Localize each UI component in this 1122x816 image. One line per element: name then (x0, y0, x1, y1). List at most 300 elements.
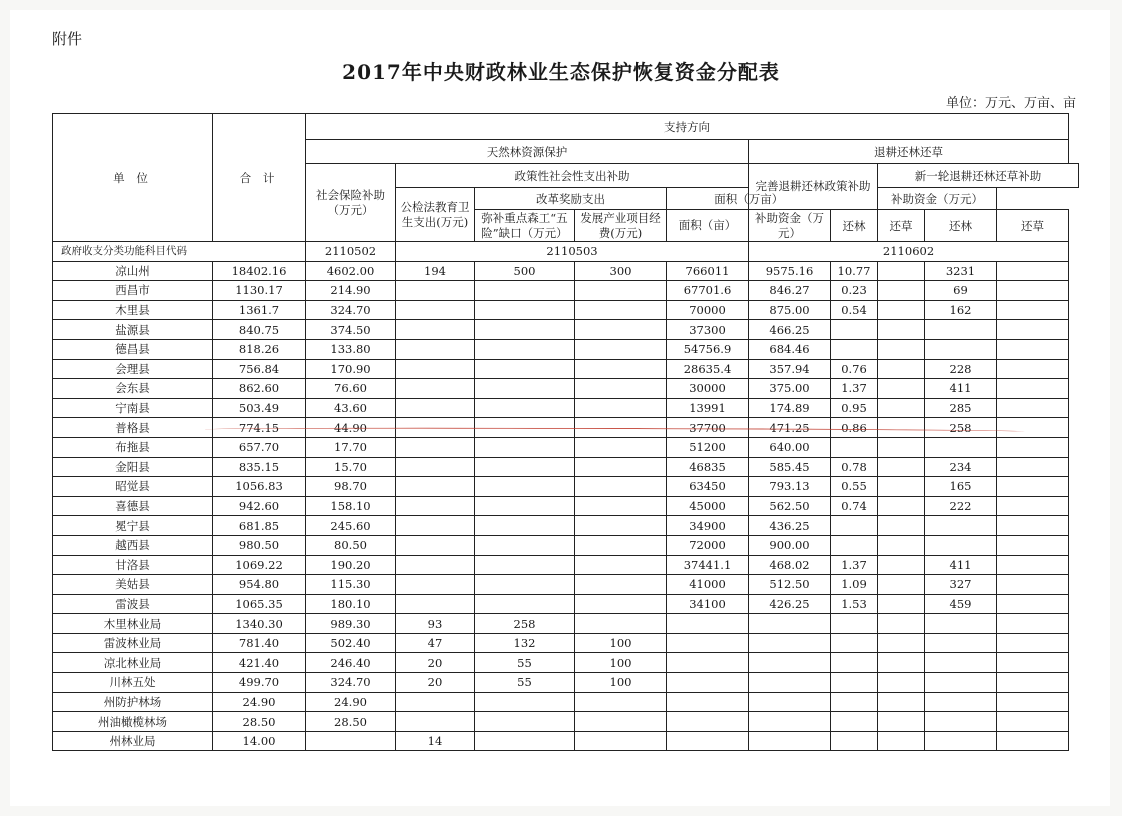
unit-name-cell: 雷波县 (53, 594, 213, 614)
industry-dev-cell (575, 516, 667, 536)
new-area-huancao-cell (878, 281, 925, 301)
social-insurance-cell: 76.60 (306, 379, 396, 399)
edu-health-cell (396, 477, 475, 497)
new-funds-huancao-cell (997, 555, 1069, 575)
social-insurance-cell: 502.40 (306, 633, 396, 653)
social-insurance-cell: 170.90 (306, 359, 396, 379)
table-row (53, 437, 1079, 457)
area-mu-cell: 13991 (667, 398, 749, 418)
subsidy-wan-cell (749, 633, 831, 653)
table-row (53, 496, 1079, 516)
header-natural-forest: 天然林资源保护 (306, 140, 749, 164)
unit-name-cell: 州油橄榄林场 (53, 712, 213, 732)
new-funds-huanlin-cell: 285 (925, 398, 997, 418)
new-funds-huancao-cell (997, 477, 1069, 497)
table-row (53, 516, 1079, 536)
total-cell: 1069.22 (213, 555, 306, 575)
subsidy-wan-cell: 512.50 (749, 575, 831, 595)
unit-name-cell: 凉山州 (53, 261, 213, 281)
insurance-gap-cell (475, 594, 575, 614)
code-3: 2110602 (749, 242, 1069, 262)
new-area-huanlin-cell: 1.53 (831, 594, 878, 614)
edu-health-cell (396, 281, 475, 301)
unit-name-cell: 宁南县 (53, 398, 213, 418)
subsidy-wan-cell: 426.25 (749, 594, 831, 614)
header-funds-huanlin: 还林 (925, 210, 997, 242)
new-funds-huanlin-cell: 411 (925, 379, 997, 399)
new-funds-huancao-cell (997, 300, 1069, 320)
industry-dev-cell (575, 437, 667, 457)
new-area-huanlin-cell (831, 437, 878, 457)
insurance-gap-cell (475, 575, 575, 595)
new-funds-huancao-cell (997, 359, 1069, 379)
unit-name-cell: 昭觉县 (53, 477, 213, 497)
table-row (53, 339, 1079, 359)
subsidy-wan-cell: 684.46 (749, 339, 831, 359)
header-area-huancao: 还草 (878, 210, 925, 242)
new-area-huanlin-cell: 0.23 (831, 281, 878, 301)
area-mu-cell: 41000 (667, 575, 749, 595)
new-area-huanlin-cell: 0.74 (831, 496, 878, 516)
new-funds-huanlin-cell: 165 (925, 477, 997, 497)
insurance-gap-cell (475, 398, 575, 418)
edu-health-cell (396, 575, 475, 595)
unit-name-cell: 甘洛县 (53, 555, 213, 575)
new-area-huancao-cell (878, 594, 925, 614)
new-area-huancao-cell (878, 359, 925, 379)
new-funds-huancao-cell (997, 673, 1069, 693)
total-cell: 818.26 (213, 339, 306, 359)
unit-name-cell: 美姑县 (53, 575, 213, 595)
insurance-gap-cell (475, 379, 575, 399)
new-area-huancao-cell (878, 457, 925, 477)
subsidy-wan-cell: 640.00 (749, 437, 831, 457)
edu-health-cell: 194 (396, 261, 475, 281)
unit-name-cell: 喜德县 (53, 496, 213, 516)
code-1: 2110502 (306, 242, 396, 262)
new-area-huancao-cell (878, 692, 925, 712)
social-insurance-cell: 17.70 (306, 437, 396, 457)
new-funds-huancao-cell (997, 516, 1069, 536)
industry-dev-cell (575, 281, 667, 301)
industry-dev-cell (575, 594, 667, 614)
subsidy-wan-cell: 468.02 (749, 555, 831, 575)
unit-name-cell: 德昌县 (53, 339, 213, 359)
area-mu-cell (667, 614, 749, 634)
edu-health-cell: 47 (396, 633, 475, 653)
edu-health-cell: 93 (396, 614, 475, 634)
new-area-huanlin-cell (831, 516, 878, 536)
unit-name-cell: 越西县 (53, 535, 213, 555)
new-funds-huancao-cell (997, 261, 1069, 281)
new-area-huancao-cell (878, 261, 925, 281)
area-mu-cell (667, 731, 749, 751)
new-funds-huancao-cell (997, 496, 1069, 516)
new-funds-huanlin-cell (925, 339, 997, 359)
new-funds-huanlin-cell (925, 653, 997, 673)
edu-health-cell (396, 339, 475, 359)
total-cell: 954.80 (213, 575, 306, 595)
insurance-gap-cell (475, 477, 575, 497)
subsidy-wan-cell: 846.27 (749, 281, 831, 301)
unit-name-cell: 会东县 (53, 379, 213, 399)
new-area-huanlin-cell (831, 731, 878, 751)
area-mu-cell (667, 673, 749, 693)
new-funds-huancao-cell (997, 633, 1069, 653)
new-funds-huanlin-cell: 3231 (925, 261, 997, 281)
social-insurance-cell: 24.90 (306, 692, 396, 712)
new-funds-huancao-cell (997, 575, 1069, 595)
unit-name-cell: 雷波林业局 (53, 633, 213, 653)
new-area-huancao-cell (878, 398, 925, 418)
subsidy-wan-cell: 174.89 (749, 398, 831, 418)
new-area-huancao-cell (878, 633, 925, 653)
area-mu-cell: 45000 (667, 496, 749, 516)
subsidy-wan-cell (749, 653, 831, 673)
insurance-gap-cell: 55 (475, 673, 575, 693)
new-funds-huanlin-cell (925, 516, 997, 536)
subsidy-wan-cell: 375.00 (749, 379, 831, 399)
insurance-gap-cell (475, 516, 575, 536)
total-cell: 1361.7 (213, 300, 306, 320)
social-insurance-cell: 214.90 (306, 281, 396, 301)
total-cell: 24.90 (213, 692, 306, 712)
new-funds-huancao-cell (997, 379, 1069, 399)
new-funds-huanlin-cell: 222 (925, 496, 997, 516)
insurance-gap-cell (475, 281, 575, 301)
subsidy-wan-cell: 793.13 (749, 477, 831, 497)
social-insurance-cell: 115.30 (306, 575, 396, 595)
new-area-huanlin-cell (831, 712, 878, 732)
area-mu-cell: 54756.9 (667, 339, 749, 359)
header-insurance-gap: 弥补重点森工“五险”缺口（万元） (475, 210, 575, 242)
subsidy-wan-cell (749, 614, 831, 634)
social-insurance-cell: 245.60 (306, 516, 396, 536)
industry-dev-cell (575, 477, 667, 497)
social-insurance-cell: 180.10 (306, 594, 396, 614)
new-area-huancao-cell (878, 300, 925, 320)
table-row (53, 555, 1079, 575)
social-insurance-cell: 133.80 (306, 339, 396, 359)
new-area-huancao-cell (878, 320, 925, 340)
new-funds-huancao-cell (997, 692, 1069, 712)
table-row (53, 731, 1079, 751)
code-row-label: 政府收支分类功能科目代码 (53, 242, 306, 262)
total-cell: 840.75 (213, 320, 306, 340)
new-area-huanlin-cell: 1.09 (831, 575, 878, 595)
industry-dev-cell: 100 (575, 673, 667, 693)
industry-dev-cell (575, 712, 667, 732)
new-funds-huancao-cell (997, 731, 1069, 751)
header-grain-to-green: 退耕还林还草 (749, 140, 1069, 164)
new-area-huanlin-cell (831, 535, 878, 555)
header-improve-policy: 完善退耕还林政策补助 (749, 164, 878, 210)
unit-name-cell: 凉北林业局 (53, 653, 213, 673)
total-cell: 18402.16 (213, 261, 306, 281)
new-area-huanlin-cell: 1.37 (831, 379, 878, 399)
subsidy-wan-cell (749, 673, 831, 693)
new-funds-huancao-cell (997, 535, 1069, 555)
edu-health-cell (396, 300, 475, 320)
insurance-gap-cell (475, 731, 575, 751)
subsidy-wan-cell: 875.00 (749, 300, 831, 320)
header-funds-huancao: 还草 (997, 210, 1069, 242)
unit-name-cell: 会理县 (53, 359, 213, 379)
industry-dev-cell: 300 (575, 261, 667, 281)
insurance-gap-cell (475, 359, 575, 379)
new-funds-huancao-cell (997, 614, 1069, 634)
social-insurance-cell: 989.30 (306, 614, 396, 634)
header-edu-health: 公检法教育卫生支出(万元) (396, 188, 475, 242)
industry-dev-cell (575, 320, 667, 340)
unit-name-cell: 木里林业局 (53, 614, 213, 634)
table-row (53, 535, 1079, 555)
new-area-huanlin-cell (831, 339, 878, 359)
table-row (53, 692, 1079, 712)
table-row (53, 477, 1079, 497)
total-cell: 14.00 (213, 731, 306, 751)
new-area-huancao-cell (878, 418, 925, 438)
subsidy-wan-cell (749, 712, 831, 732)
total-cell: 781.40 (213, 633, 306, 653)
insurance-gap-cell: 500 (475, 261, 575, 281)
header-social-insurance: 社会保险补助（万元） (306, 164, 396, 242)
unit-name-cell: 西昌市 (53, 281, 213, 301)
industry-dev-cell (575, 496, 667, 516)
edu-health-cell: 14 (396, 731, 475, 751)
insurance-gap-cell (475, 692, 575, 712)
total-cell: 681.85 (213, 516, 306, 536)
table-row (53, 261, 1079, 281)
area-mu-cell: 30000 (667, 379, 749, 399)
new-area-huanlin-cell: 0.55 (831, 477, 878, 497)
new-area-huanlin-cell (831, 653, 878, 673)
new-funds-huancao-cell (997, 712, 1069, 732)
header-new-round: 新一轮退耕还林还草补助 (878, 164, 1079, 188)
edu-health-cell (396, 320, 475, 340)
header-policy-social: 政策性社会性支出补助 (396, 164, 749, 188)
new-area-huancao-cell (878, 575, 925, 595)
subsidy-wan-cell (749, 731, 831, 751)
social-insurance-cell: 190.20 (306, 555, 396, 575)
new-funds-huanlin-cell (925, 731, 997, 751)
new-funds-huanlin-cell: 459 (925, 594, 997, 614)
unit-name-cell: 川林五处 (53, 673, 213, 693)
new-funds-huanlin-cell: 228 (925, 359, 997, 379)
industry-dev-cell (575, 535, 667, 555)
insurance-gap-cell (475, 437, 575, 457)
total-cell: 835.15 (213, 457, 306, 477)
industry-dev-cell (575, 398, 667, 418)
subsidy-wan-cell: 585.45 (749, 457, 831, 477)
edu-health-cell (396, 692, 475, 712)
edu-health-cell (396, 594, 475, 614)
area-mu-cell: 37700 (667, 418, 749, 438)
social-insurance-cell: 98.70 (306, 477, 396, 497)
area-mu-cell (667, 633, 749, 653)
industry-dev-cell (575, 575, 667, 595)
new-funds-huanlin-cell: 327 (925, 575, 997, 595)
new-area-huanlin-cell (831, 320, 878, 340)
edu-health-cell (396, 535, 475, 555)
total-cell: 942.60 (213, 496, 306, 516)
new-area-huancao-cell (878, 477, 925, 497)
area-mu-cell (667, 653, 749, 673)
social-insurance-cell: 15.70 (306, 457, 396, 477)
total-cell: 1056.83 (213, 477, 306, 497)
new-funds-huanlin-cell (925, 673, 997, 693)
area-mu-cell: 51200 (667, 437, 749, 457)
industry-dev-cell (575, 731, 667, 751)
area-mu-cell: 34100 (667, 594, 749, 614)
industry-dev-cell (575, 359, 667, 379)
industry-dev-cell (575, 692, 667, 712)
unit-note: 单位：万元、万亩、亩 (945, 96, 1076, 111)
new-funds-huanlin-cell: 411 (925, 555, 997, 575)
area-mu-cell: 34900 (667, 516, 749, 536)
new-funds-huanlin-cell (925, 437, 997, 457)
new-funds-huanlin-cell: 258 (925, 418, 997, 438)
edu-health-cell (396, 555, 475, 575)
area-mu-cell: 766011 (667, 261, 749, 281)
table-row (53, 398, 1079, 418)
unit-name-cell: 普格县 (53, 418, 213, 438)
new-area-huancao-cell (878, 496, 925, 516)
new-area-huanlin-cell: 0.54 (831, 300, 878, 320)
table-row (53, 379, 1079, 399)
insurance-gap-cell (475, 457, 575, 477)
social-insurance-cell (306, 731, 396, 751)
new-area-huanlin-cell: 10.77 (831, 261, 878, 281)
table-row (53, 457, 1079, 477)
area-mu-cell: 63450 (667, 477, 749, 497)
industry-dev-cell (575, 300, 667, 320)
unit-name-cell: 布拖县 (53, 437, 213, 457)
industry-dev-cell (575, 339, 667, 359)
new-funds-huancao-cell (997, 281, 1069, 301)
edu-health-cell (396, 379, 475, 399)
industry-dev-cell (575, 379, 667, 399)
social-insurance-cell: 324.70 (306, 673, 396, 693)
table-row (53, 614, 1079, 634)
new-area-huancao-cell (878, 555, 925, 575)
insurance-gap-cell (475, 300, 575, 320)
subsidy-wan-cell: 471.25 (749, 418, 831, 438)
header-area-mu: 面积（亩） (667, 210, 749, 242)
header-subsidy-wan: 补助资金（万元） (749, 210, 831, 242)
social-insurance-cell: 28.50 (306, 712, 396, 732)
unit-name-cell: 盐源县 (53, 320, 213, 340)
total-cell: 1340.30 (213, 614, 306, 634)
unit-name-cell: 州防护林场 (53, 692, 213, 712)
new-area-huanlin-cell: 0.76 (831, 359, 878, 379)
industry-dev-cell: 100 (575, 653, 667, 673)
area-mu-cell (667, 712, 749, 732)
edu-health-cell (396, 457, 475, 477)
edu-health-cell (396, 398, 475, 418)
area-mu-cell: 67701.6 (667, 281, 749, 301)
new-area-huanlin-cell: 0.95 (831, 398, 878, 418)
table-row (53, 575, 1079, 595)
total-cell: 657.70 (213, 437, 306, 457)
subsidy-wan-cell: 436.25 (749, 516, 831, 536)
table-row (53, 300, 1079, 320)
new-area-huanlin-cell (831, 673, 878, 693)
total-cell: 28.50 (213, 712, 306, 732)
new-funds-huancao-cell (997, 594, 1069, 614)
new-area-huanlin-cell (831, 614, 878, 634)
new-area-huancao-cell (878, 712, 925, 732)
new-area-huancao-cell (878, 653, 925, 673)
edu-health-cell: 20 (396, 673, 475, 693)
new-funds-huanlin-cell (925, 535, 997, 555)
new-funds-huanlin-cell (925, 633, 997, 653)
new-area-huancao-cell (878, 379, 925, 399)
industry-dev-cell (575, 457, 667, 477)
new-area-huanlin-cell (831, 633, 878, 653)
table-row (53, 633, 1079, 653)
page-title: 2017年中央财政林业生态保护恢复资金分配表 (342, 60, 780, 84)
new-funds-huancao-cell (997, 457, 1069, 477)
edu-health-cell (396, 359, 475, 379)
industry-dev-cell (575, 614, 667, 634)
new-area-huanlin-cell: 0.86 (831, 418, 878, 438)
industry-dev-cell: 100 (575, 633, 667, 653)
unit-name-cell: 木里县 (53, 300, 213, 320)
new-funds-huancao-cell (997, 398, 1069, 418)
new-area-huanlin-cell: 0.78 (831, 457, 878, 477)
social-insurance-cell: 4602.00 (306, 261, 396, 281)
social-insurance-cell: 44.90 (306, 418, 396, 438)
area-mu-cell: 46835 (667, 457, 749, 477)
header-total: 合 计 (213, 114, 306, 242)
table-row (53, 653, 1079, 673)
insurance-gap-cell (475, 555, 575, 575)
attachment-label: 附件 (52, 30, 83, 48)
area-mu-cell: 37300 (667, 320, 749, 340)
unit-name-cell: 金阳县 (53, 457, 213, 477)
insurance-gap-cell (475, 320, 575, 340)
subsidy-wan-cell: 357.94 (749, 359, 831, 379)
edu-health-cell (396, 712, 475, 732)
insurance-gap-cell (475, 712, 575, 732)
total-cell: 1130.17 (213, 281, 306, 301)
area-mu-cell: 70000 (667, 300, 749, 320)
new-funds-huancao-cell (997, 339, 1069, 359)
area-mu-cell (667, 692, 749, 712)
insurance-gap-cell: 132 (475, 633, 575, 653)
total-cell: 756.84 (213, 359, 306, 379)
new-funds-huancao-cell (997, 653, 1069, 673)
total-cell: 503.49 (213, 398, 306, 418)
social-insurance-cell: 246.40 (306, 653, 396, 673)
subsidy-wan-cell: 562.50 (749, 496, 831, 516)
insurance-gap-cell: 55 (475, 653, 575, 673)
header-reform-reward: 改革奖励支出 (475, 188, 667, 210)
table-row (53, 594, 1079, 614)
total-cell: 499.70 (213, 673, 306, 693)
total-cell: 1065.35 (213, 594, 306, 614)
total-cell: 980.50 (213, 535, 306, 555)
new-area-huanlin-cell (831, 692, 878, 712)
total-cell: 862.60 (213, 379, 306, 399)
new-area-huancao-cell (878, 731, 925, 751)
social-insurance-cell: 158.10 (306, 496, 396, 516)
new-funds-huancao-cell (997, 437, 1069, 457)
total-cell: 774.15 (213, 418, 306, 438)
insurance-gap-cell: 258 (475, 614, 575, 634)
header-industry-dev: 发展产业项目经费(万元) (575, 210, 667, 242)
